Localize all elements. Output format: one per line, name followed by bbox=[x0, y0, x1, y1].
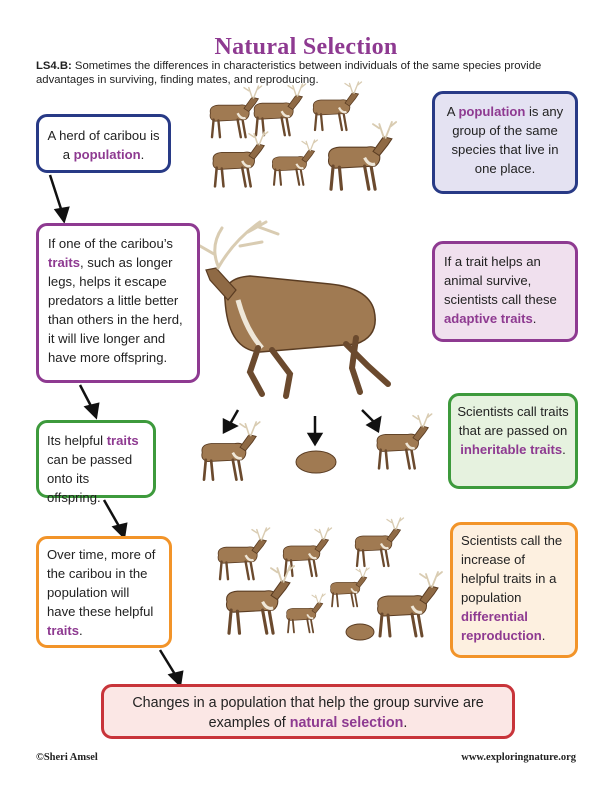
box-adaptive-end: . bbox=[532, 311, 537, 326]
caribou-herd-bottom bbox=[218, 518, 442, 640]
box-differential-text: Scientists call the increase of helpful traits in a population bbox=[461, 533, 563, 605]
keyword-natural-selection: natural selection bbox=[289, 715, 404, 731]
box-over-time-end: . bbox=[79, 623, 83, 638]
box-over-time bbox=[36, 536, 172, 648]
box-traits-text: If one of the caribou’s bbox=[48, 236, 173, 251]
box-inheritable-text: Scientists call traits that are passed on bbox=[457, 404, 569, 438]
box-passed-traits bbox=[36, 420, 156, 505]
box-population-definition bbox=[432, 91, 578, 194]
box-traits-end: , such as longer legs, helps it escape predators a little better than others in the herd, it will live longer and have more offspring. bbox=[48, 255, 183, 365]
page-title: Natural Selection bbox=[214, 34, 398, 60]
box-inheritable-end: . bbox=[562, 442, 566, 457]
standard-code: LS4.B: bbox=[36, 60, 72, 72]
box-adaptive-traits bbox=[432, 241, 578, 342]
copyright: ©Sheri Amsel bbox=[36, 752, 98, 763]
box-final-end: . bbox=[403, 715, 408, 731]
box-herd-text: A herd of caribou is a bbox=[47, 128, 160, 162]
box-pop-text: A bbox=[446, 104, 459, 119]
box-natural-selection bbox=[101, 684, 515, 739]
keyword-population: population bbox=[458, 104, 526, 119]
website-link[interactable]: www.exploringnature.org bbox=[461, 752, 576, 763]
box-adaptive-text: If a trait helps an animal survive, scientists call these bbox=[444, 254, 557, 307]
keyword-traits: traits bbox=[106, 433, 139, 448]
box-differential-reproduction bbox=[450, 522, 578, 658]
box-herd-population bbox=[36, 114, 171, 173]
box-over-time-text: Over time, more of the caribou in the population will have these helpful bbox=[47, 547, 156, 619]
keyword-population: population bbox=[73, 147, 141, 162]
caribou-large bbox=[200, 222, 388, 396]
box-passed-text: Its helpful bbox=[47, 433, 107, 448]
box-pop-end: is any group of the same species that live in one place. bbox=[451, 104, 564, 176]
keyword-adaptive-traits: adaptive traits bbox=[444, 311, 533, 326]
keyword-traits: traits bbox=[48, 255, 81, 270]
keyword-traits: traits bbox=[47, 623, 80, 638]
keyword-inheritable-traits: inheritable traits bbox=[460, 442, 563, 457]
box-inheritable-traits bbox=[448, 393, 578, 489]
box-traits bbox=[36, 223, 200, 383]
caribou-herd-top bbox=[210, 82, 396, 189]
box-passed-end: can be passed onto its offspring. bbox=[47, 452, 133, 505]
standard-text: Sometimes the differences in characteristics between individuals of the same species provide advantages in surviving, finding mates, and reproducing. bbox=[36, 60, 542, 86]
keyword-differential-reproduction: differential reproduction bbox=[461, 609, 542, 643]
box-herd-end: . bbox=[140, 147, 145, 162]
box-differential-end: . bbox=[541, 628, 546, 643]
box-final-text: Changes in a population that help the group survive are examples of bbox=[132, 695, 484, 731]
caribou-offspring bbox=[202, 414, 432, 480]
